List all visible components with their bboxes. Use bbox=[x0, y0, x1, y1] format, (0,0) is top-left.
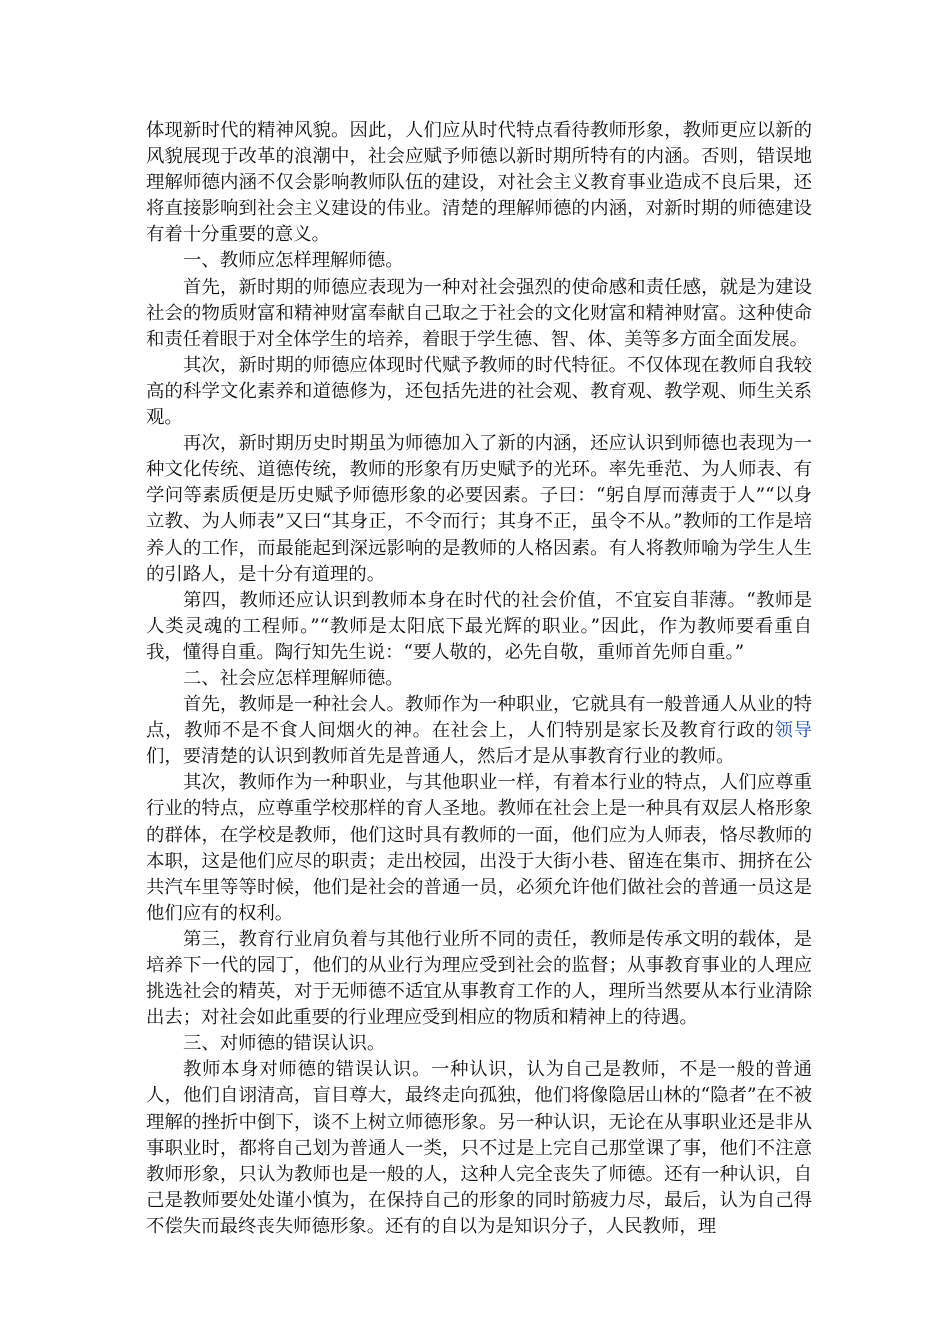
section-heading-3: 三、对师德的错误认识。 bbox=[183, 1033, 386, 1055]
section-heading-2: 二、社会应怎样理解师德。 bbox=[183, 667, 404, 689]
paragraph: 再次，新时期历史时期虽为师德加入了新的内涵，还应认识到师德也表现为一种文化传统、道德传统，教师的形象有历史赋予的光环。率先垂范、为人师表、有学问等素质便是历史赋予师德形象的必要因素。子曰：“躬自厚而薄责于人”“以身立教、为人师表”又曰“其身正，不令而行；其身不正，虽令不从。”教师的工作是培养人的工作，而最能起到深远影响的是教师的人格因素。有人将教师喻为学生人生的引路人，是十分有道理的。 bbox=[146, 433, 812, 585]
paragraph: 其次，新时期的师德应体现时代赋予教师的时代特征。不仅体现在教师自我较高的科学文化素养和道德修为，还包括先进的社会观、教育观、教学观、师生关系观。 bbox=[146, 354, 812, 429]
section-heading-1: 一、教师应怎样理解师德。 bbox=[183, 250, 404, 272]
document-body bbox=[146, 118, 812, 1240]
paragraph: 首先，教师是一种社会人。教师作为一种职业，它就具有一般普通人从业的特点，教师不是不食人间烟火的神。在社会上，人们特别是家长及教育行政的领导们，要清楚的认识到教师首先是普通人，然后才是从事教育行业的教师。 bbox=[146, 694, 812, 768]
leader-link[interactable]: 领导 bbox=[774, 720, 812, 742]
paragraph-continuation: 体现新时代的精神风貌。因此，人们应从时代特点看待教师形象，教师更应以新的风貌展现于改革的浪潮中，社会应赋予师德以新时期所特有的内涵。否则，错误地理解师德内涵不仅会影响教师队伍的建设，对社会主义教育事业造成不良后果，还将直接影响到社会主义建设的伟业。清楚的理解师德的内涵，对新时期的师德建设有着十分重要的意义。 bbox=[146, 120, 812, 246]
paragraph: 第三，教育行业肩负着与其他行业所不同的责任，教师是传承文明的载体，是培养下一代的园丁，他们的从业行为理应受到社会的监督；从事教育事业的人理应挑选社会的精英，对于无师德不适宜从事教育工作的人，理所当然要从本行业清除出去；对社会如此重要的行业理应受到相应的物质和精神上的待遇。 bbox=[146, 928, 812, 1029]
paragraph: 教师本身对师德的错误认识。一种认识，认为自己是教师，不是一般的普通人，他们自诩清高，盲目尊大，最终走向孤独，他们将像隐居山林的“隐者”在不被理解的挫折中倒下，谈不上树立师德形象。另一种认识，无论在从事职业还是非从事职业时，都将自己划为普通人一类，只不过是上完自己那堂课了事，他们不注意教师形象，只认为教师也是一般的人，这种人完全丧失了师德。还有一种认识，自己是教师要处处谨小慎为，在保持自己的形象的同时筋疲力尽，最后，认为自己得不偿失而最终丧失师德形象。还有的自以为是知识分子，人民教师，理 bbox=[146, 1059, 812, 1237]
paragraph: 其次，教师作为一种职业，与其他职业一样，有着本行业的特点，人们应尊重行业的特点，应尊重学校那样的育人圣地。教师在社会上是一种具有双层人格形象的群体，在学校是教师，他们这时具有教师的一面，他们应为人师表，恪尽教师的本职，这是他们应尽的职责；走出校园，出没于大街小巷、留连在集市、拥挤在公共汽车里等等时候，他们是社会的普通一员，必须允许他们做社会的普通一员这是他们应有的权利。 bbox=[146, 772, 812, 924]
paragraph: 首先，新时期的师德应表现为一种对社会强烈的使命感和责任感，就是为建设社会的物质财富和精神财富奉献自己取之于社会的文化财富和精神财富。这种使命和责任着眼于对全体学生的培养，着眼于学生德、智、体、美等多方面全面发展。 bbox=[146, 276, 812, 350]
paragraph: 第四，教师还应认识到教师本身在时代的社会价值，不宜妄自菲薄。“教师是人类灵魂的工程师。”“教师是太阳底下最光辉的职业。”因此，作为教师要看重自我，懂得自重。陶行知先生说：“要人敬的，必先自敬，重师首先师自重。” bbox=[146, 589, 812, 663]
